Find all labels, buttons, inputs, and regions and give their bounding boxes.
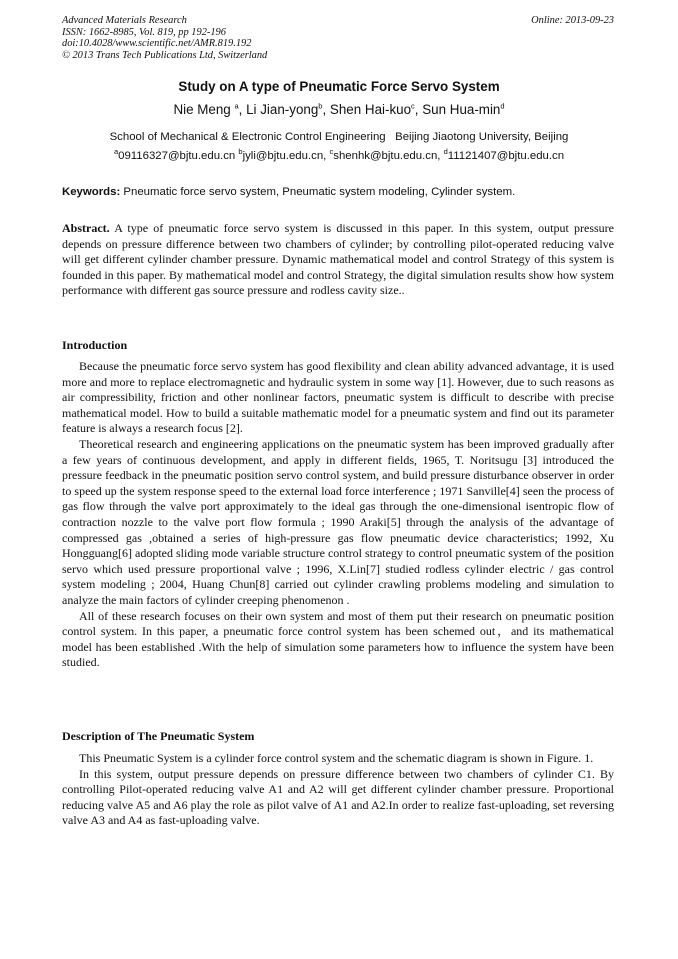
introduction-body [62, 359, 614, 671]
author-emails [40, 147, 638, 162]
email-superscript: c [329, 147, 334, 157]
author-superscript: d [500, 101, 505, 111]
affiliation: School of Mechanical & Electronic Control Engineering Beijing Jiaotong University, Beijing [109, 131, 569, 143]
email: shenhk@bjtu.edu.cn, [333, 150, 444, 162]
author-superscript: a [234, 101, 239, 111]
online-date: Online: 2013-09-23 [531, 15, 614, 26]
keywords [62, 186, 622, 198]
email-superscript: d [443, 147, 448, 157]
section-heading-introduction: Introduction [62, 338, 128, 352]
paragraph: Theoretical research and engineering applications on the pneumatic system has been improved gradually after a few years of continuous development, and apply in different fields, 1965, T. Noritsugu [3] introduced the pressure feedback in the pneumatic position servo control system, and build pressure disturbance observer in order to speed up the system response speed to the external load force interference ; 1971 Sanville[4] seen the process of gas flow through the valve port approximately to the ideal gas through the one-dimensional isentropic flow of contraction nozzle to the valve port flow formula ; 1990 Araki[5] through the analysis of the advantage of compressed gas ,obtained a series of high-pressure gas flow pneumatic device characteristics; 1992, Xu Hongguang[6] adopted sliding mode variable structure control strategy to control pneumatic system of the position servo which used pressure proportional valve ; 1996, X.Lin[7] studied rodless cylinder electric / gas control system modeling ; 2004, Huang Chun[8] carried out cylinder crawling problems modeling and simulation to analyze the main factors of cylinder creeping phenomenon . [62, 436, 614, 607]
author-superscript: b [318, 101, 323, 111]
description-body [62, 751, 614, 829]
journal-copyright: © 2013 Trans Tech Publications Ltd, Switzerland [62, 49, 268, 61]
paragraph: Because the pneumatic force servo system has good flexibility and clean ability advanced advantage, it is used more and more to replace electromagnetic and hydraulic system in some way [1]. However, due to such reasons as air compressibility, friction and other nonlinear factors, pneumatic system is difficult to describe with precise mathematical model. How to build a suitable mathematic model for a pneumatic system and find out its parameter feature is always a research focus [2]. [62, 359, 614, 436]
author-name: Nie Meng [173, 102, 235, 117]
author-name: , Sun Hua-min [414, 102, 501, 117]
email: jyli@bjtu.edu.cn, [242, 150, 330, 162]
abstract-text: A type of pneumatic force servo system is discussed in this paper. In this system, output pressure depends on pressure difference between two chambers of cylinder; by controlling pilot-operated reducing valve will get different cylinder chamber pressure. Dynamic mathematical model and control Strategy of this system is founded in this paper. By mathematical model and control Strategy, the digital simulation results show how system performance with different gas source pressure and rodless cavity size.. [62, 221, 614, 298]
keywords-label: Keywords: [62, 186, 121, 198]
email-superscript: b [238, 147, 243, 157]
paragraph: In this system, output pressure depends on pressure difference between two chambers of cylinder C1. By controlling Pilot-operated reducing valve A1 and A2 will get different cylinder chamber pressure. Proportional reducing valve A5 and A6 play the role as pilot valve of A1 and A2.In order to realize fast-uploading, set reversing valve A3 and A4 as fast-uploading valve. [62, 766, 614, 828]
email: 09116327@bjtu.edu.cn [118, 150, 239, 162]
author-list [40, 102, 638, 117]
journal-name: Advanced Materials Research [62, 15, 187, 26]
author-name: , Li Jian-yong [238, 102, 319, 117]
paragraph: This Pneumatic System is a cylinder force control system and the schematic diagram is shown in Figure. 1. [79, 751, 594, 765]
keywords-text: Pneumatic force servo system, Pneumatic system modeling, Cylinder system. [120, 186, 516, 198]
author-superscript: c [411, 101, 415, 111]
paragraph: All of these research focuses on their own system and most of them put their research on pneumatic position control system. In this paper, a pneumatic force control system has been schemed out，and its mathematical model has been established .With the help of simulation some parameters how to influence the system have been studied. [62, 608, 614, 670]
journal-issn: ISSN: 1662-8985, Vol. 819, pp 192-196 [62, 26, 226, 38]
paper-title: Study on A type of Pneumatic Force Servo System [178, 79, 500, 94]
journal-header [62, 15, 614, 61]
abstract [62, 221, 614, 299]
abstract-label: Abstract. [62, 221, 110, 235]
journal-doi: doi:10.4028/www.scientific.net/AMR.819.192 [62, 38, 252, 49]
email-superscript: a [113, 147, 119, 157]
email: 11121407@bjtu.edu.cn [447, 150, 565, 162]
section-heading-description: Description of The Pneumatic System [62, 729, 255, 743]
author-name: , Shen Hai-kuo [322, 102, 412, 117]
